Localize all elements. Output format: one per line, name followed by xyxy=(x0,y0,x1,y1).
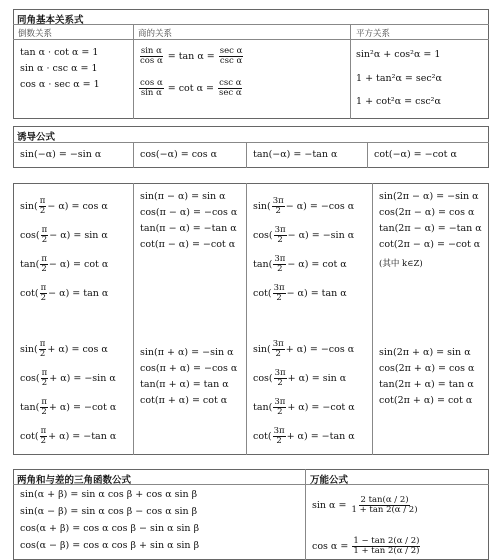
reciprocal-formula: sin α · csc α = 1 xyxy=(20,63,98,74)
sum-formula: sin(α − β) = sin α cos β − cos α sin β xyxy=(20,506,198,517)
induction-formula: sin(2π − α) = −sin α xyxy=(379,191,479,202)
divider xyxy=(13,142,489,143)
induction-formula: cot(−α) = −cot α xyxy=(374,149,457,160)
divider xyxy=(13,24,489,25)
induction-formula: tan(π − α) = −tan α xyxy=(140,223,237,234)
square-formula: sin²α + cos²α = 1 xyxy=(356,49,441,60)
induction-table xyxy=(13,126,489,168)
divider xyxy=(372,183,373,455)
induction-formula: cot(π − α) = −cot α xyxy=(140,239,236,250)
induction-formula: sin( $\frac{\pi}{2}$ + α) = cos α xyxy=(20,339,108,359)
divider xyxy=(367,142,368,168)
induction-formula: cos(2π − α) = cos α xyxy=(379,207,475,218)
induction-formula: cos( $\frac{\pi}{2}$ + α) = −sin α xyxy=(20,368,116,388)
divider xyxy=(13,39,489,40)
induction-formula: cot( $\frac{\pi}{2}$ + α) = −tan α xyxy=(20,426,117,446)
divider xyxy=(305,469,306,560)
quotient-formula: $\frac{\text{cos α}}{\text{sin α}}$ = cot α = $\frac{\text{csc α}}{\text{sec α}}$ xyxy=(140,78,242,98)
induction-formula: cos(π + α) = −cos α xyxy=(140,363,238,374)
sum-formula: cos(α − β) = cos α cos β + sin α sin β xyxy=(20,540,200,551)
induction-title: 诱导公式 xyxy=(17,132,56,143)
integer-note: (其中 k∈Z) xyxy=(379,259,423,269)
induction-formula: tan(2π − α) = −tan α xyxy=(379,223,482,234)
quotient-header: 商的关系 xyxy=(138,29,173,39)
induction-formula: tan( $\frac{3\pi}{2}$ − α) = cot α xyxy=(253,254,347,274)
induction-formula: cos( $\frac{\pi}{2}$ − α) = sin α xyxy=(20,225,108,245)
induction-formula: tan(2π + α) = tan α xyxy=(379,379,474,390)
induction-formula: cot( $\frac{3\pi}{2}$ + α) = −tan α xyxy=(253,426,355,446)
sum-formula: cos(α + β) = cos α cos β − sin α sin β xyxy=(20,523,200,534)
induction-formula: cos(−α) = cos α xyxy=(140,149,218,160)
universal-sin-formula: sin α = $\frac{2 \tan(\alpha / 2)}{1 + \tan 2(\alpha / 2)}$ xyxy=(312,495,418,515)
induction-formula: sin(π − α) = sin α xyxy=(140,191,226,202)
induction-formula: sin(−α) = −sin α xyxy=(20,149,102,160)
induction-formula: cos(2π + α) = cos α xyxy=(379,363,475,374)
induction-formula: tan(π + α) = tan α xyxy=(140,379,229,390)
square-formula: 1 + cot²α = csc²α xyxy=(356,96,441,107)
induction-formula: tan( $\frac{3\pi}{2}$ + α) = −cot α xyxy=(253,397,355,417)
induction-formula: cot(2π − α) = −cot α xyxy=(379,239,481,250)
induction-formula: tan(−α) = −tan α xyxy=(253,149,338,160)
induction-formula: sin( $\frac{3\pi}{2}$ + α) = −cos α xyxy=(253,339,355,359)
universal-formula-title: 万能公式 xyxy=(310,475,349,486)
divider xyxy=(246,142,247,168)
sum-formula: sin(α + β) = sin α cos β + cos α sin β xyxy=(20,489,198,500)
reciprocal-header: 倒数关系 xyxy=(18,29,53,39)
induction-formula: cos(π − α) = −cos α xyxy=(140,207,238,218)
square-formula: 1 + tan²α = sec²α xyxy=(356,73,442,84)
sum-difference-title: 两角和与差的三角函数公式 xyxy=(17,475,132,486)
induction-formula: sin(π + α) = −sin α xyxy=(140,347,234,358)
induction-formula: cot( $\frac{\pi}{2}$ − α) = tan α xyxy=(20,283,109,303)
induction-formula: cot(π + α) = cot α xyxy=(140,395,228,406)
quotient-formula: $\frac{\text{sin α}}{\text{cos α}}$ = tan α = $\frac{\text{sec α}}{\text{csc α}}$ xyxy=(140,46,243,66)
divider xyxy=(133,142,134,168)
divider xyxy=(133,183,134,455)
reciprocal-formula: tan α · cot α = 1 xyxy=(20,47,99,58)
divider xyxy=(246,183,247,455)
induction-formula: cos( $\frac{3\pi}{2}$ − α) = −sin α xyxy=(253,225,355,245)
divider xyxy=(350,24,351,119)
universal-cos-formula: cos α = $\frac{1 - \tan 2(\alpha / 2)}{1 + \tan 2(\alpha / 2)}$ xyxy=(312,536,420,556)
basic-relations-title: 同角基本关系式 xyxy=(17,15,84,26)
divider xyxy=(133,24,134,119)
induction-formula: sin( $\frac{\pi}{2}$ − α) = cos α xyxy=(20,196,108,216)
induction-formula: tan( $\frac{\pi}{2}$ − α) = cot α xyxy=(20,254,109,274)
reciprocal-formula: cos α · sec α = 1 xyxy=(20,79,100,90)
induction-formula: tan( $\frac{\pi}{2}$ + α) = −cot α xyxy=(20,397,117,417)
induction-formula: sin( $\frac{3\pi}{2}$ − α) = −cos α xyxy=(253,196,355,216)
induction-formula: sin(2π + α) = sin α xyxy=(379,347,471,358)
square-header: 平方关系 xyxy=(356,29,391,39)
induction-formula: cos( $\frac{3\pi}{2}$ + α) = sin α xyxy=(253,368,347,388)
induction-formula: cot( $\frac{3\pi}{2}$ − α) = tan α xyxy=(253,283,347,303)
induction-formula: cot(2π + α) = cot α xyxy=(379,395,473,406)
